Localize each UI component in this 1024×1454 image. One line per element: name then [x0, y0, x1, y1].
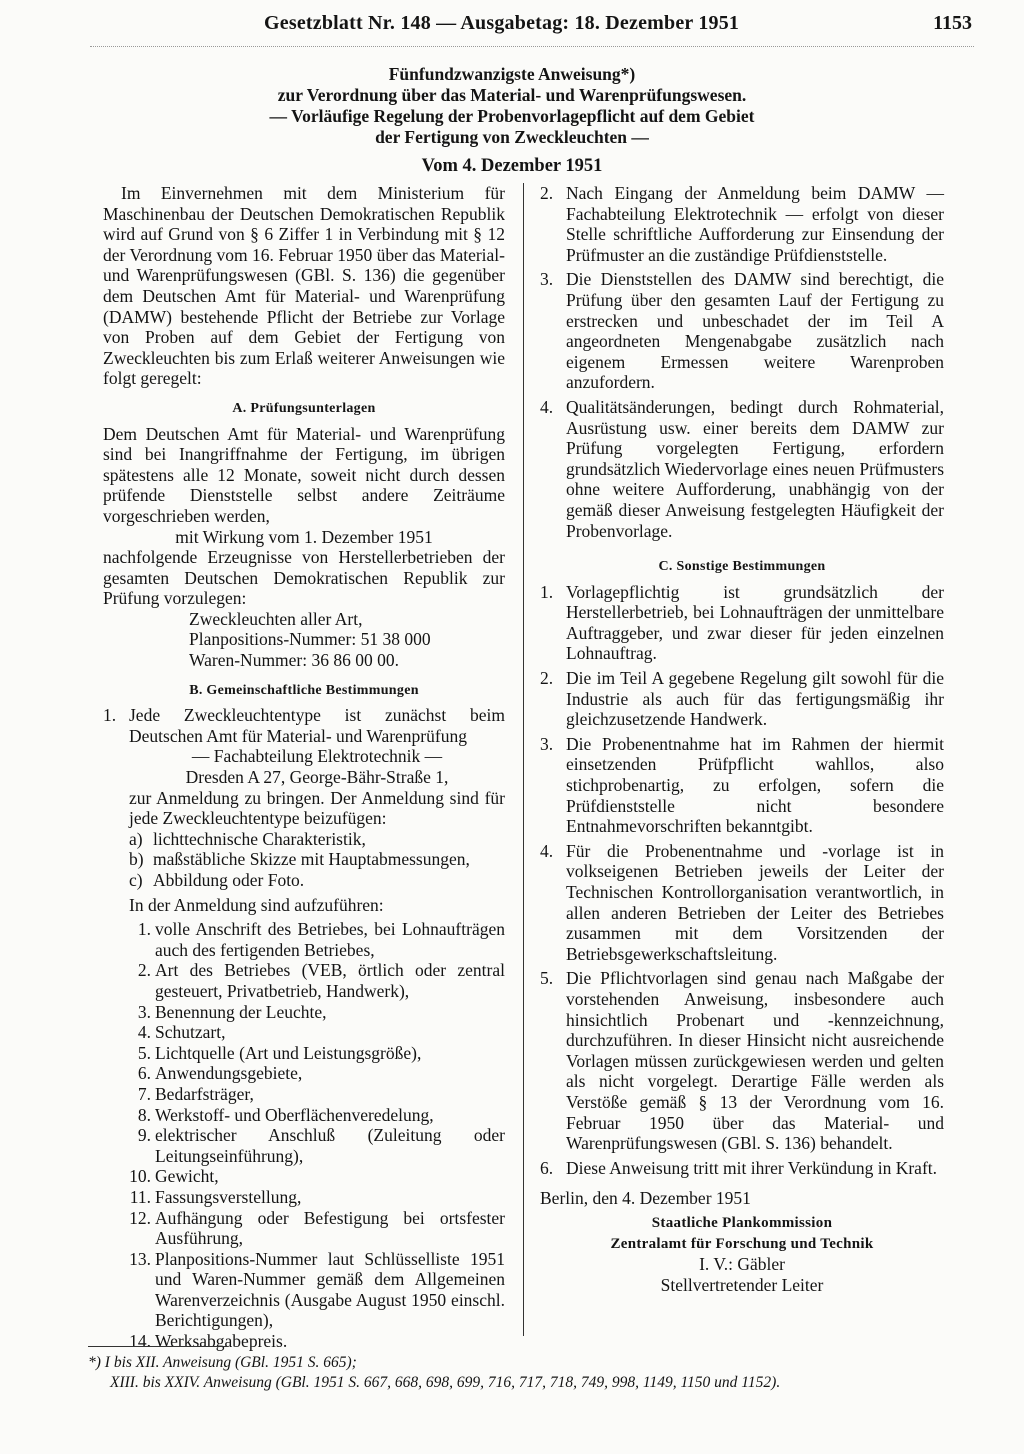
- list-number: 7.: [137, 1083, 151, 1104]
- document-title: [60, 64, 964, 177]
- authority-1: Staatliche Plankommission: [651, 1214, 833, 1231]
- list-number: 13.: [129, 1248, 151, 1269]
- list-item: [125, 1249, 505, 1331]
- attachment-text: Abbildung oder Foto.: [153, 870, 305, 890]
- list-item: [125, 1084, 505, 1105]
- list-item: [125, 919, 505, 960]
- attachment-label: c): [129, 870, 143, 890]
- list-item: [125, 1043, 505, 1064]
- title-date: Vom 4. Dezember 1951: [421, 156, 603, 176]
- list-number: 1.: [137, 919, 151, 940]
- list-text: Bedarfsträger,: [155, 1083, 254, 1104]
- item-number: 6.: [540, 1157, 554, 1178]
- list-text: Art des Betriebes (VEB, örtlich oder zentral gesteuert, Privatbetrieb, Handwerk),: [155, 960, 505, 1001]
- list-item: [125, 960, 505, 1001]
- item-text: Vorlagepflichtig ist grundsätzlich der Herstellerbetrieb, bei Lohnaufträgen der unmittelbare Auftraggeber, und zwar dieser für jeden einzelnen Lohnauftrag.: [566, 581, 944, 664]
- item-number: 3.: [540, 269, 554, 290]
- list-item: [125, 1063, 505, 1084]
- list-text: Aufhängung oder Befestigung bei ortsfester Ausführung,: [155, 1207, 505, 1249]
- footnote-line-2: XIII. bis XXIV. Anweisung (GBl. 1951 S. 667, 668, 698, 699, 716, 717, 718, 749, 998, 1149, 1150 und 1152).: [110, 1374, 781, 1391]
- list-text: elektrischer Anschluß (Zuleitung oder Leitungseinführung),: [155, 1125, 505, 1166]
- section-b-item-1: [103, 705, 505, 915]
- running-header: [0, 10, 1024, 40]
- page-number: 1153: [933, 12, 972, 34]
- left-column: [103, 183, 505, 1352]
- plan-number: Planpositions-Nummer: 51 38 000: [189, 629, 431, 650]
- list-number: 10.: [129, 1166, 151, 1187]
- list-item: [125, 1208, 505, 1249]
- item-text: Die Probenentnahme hat im Rahmen der hiermit einsetzenden Prüfpflicht wahllos, also stichprobenartig, zu erfolgen, sofern die Prüfdienststelle nicht besondere Entnahmevorschriften bekanntgibt.: [566, 733, 944, 837]
- list-number: 9.: [137, 1125, 151, 1146]
- attachment-label: b): [129, 849, 144, 870]
- list-number: 12.: [129, 1207, 151, 1228]
- item-number: 3.: [540, 733, 554, 754]
- footnote-rule: [88, 1346, 228, 1347]
- section-c-item: [540, 968, 944, 1153]
- list-text: volle Anschrift des Betriebes, bei Lohnaufträgen auch des fertigenden Betriebes,: [155, 919, 505, 960]
- product-name: Zweckleuchten aller Art,: [189, 608, 363, 629]
- list-number: 2.: [137, 960, 151, 981]
- list-text: Fassungsverstellung,: [155, 1186, 302, 1207]
- item-number: 4.: [540, 840, 554, 861]
- signature-block: [540, 1213, 944, 1295]
- section-a-para1: Dem Deutschen Amt für Material- und Warenprüfung sind bei Inangriffnahme der Fertigung, im übrigen spätestens alle 12 Monate, soweit nicht durch dessen prüfende Dienststelle selbst andere Zeiträume vorgeschrieben werden,: [103, 423, 505, 526]
- section-c-item: [540, 582, 944, 664]
- item-number: 4.: [540, 396, 554, 417]
- registration-fields-list: [125, 919, 505, 1351]
- item-number: 1.: [103, 705, 117, 726]
- list-item: [125, 1022, 505, 1043]
- authority-2: Zentralamt für Forschung und Technik: [610, 1235, 874, 1252]
- place-date: Berlin, den 4. Dezember 1951: [540, 1188, 751, 1209]
- list-text: Gewicht,: [155, 1166, 219, 1187]
- section-b-heading: B. Gemeinschaftliche Bestimmungen: [189, 682, 419, 698]
- list-text: Schutzart,: [155, 1022, 226, 1043]
- attachment-item: [129, 829, 505, 850]
- section-c-item: [540, 668, 944, 730]
- item-text: Qualitätsänderungen, bedingt durch Rohmaterial, Ausrüstung usw. einer bereits dem DAMW zur Prüfung vorgelegten Fertigung, erfordern grundsätzlich Wiedervorlage eines neuen Prüfmusters ohne weitere Aufforderung, unabhängig von der gemäß dieser Anweisung festgelegten Häufigkeit der Probenvorlage.: [566, 396, 944, 541]
- footnote-line-1: *) I bis XII. Anweisung (GBl. 1951 S. 665);: [88, 1354, 357, 1371]
- section-a-para2: nachfolgende Erzeugnisse von Herstellerbetrieben der gesamten Deutschen Demokratischen Republik zur Prüfung vorzulegen:: [103, 547, 505, 609]
- list-number: 4.: [137, 1022, 151, 1043]
- list-number: 5.: [137, 1042, 151, 1063]
- list-text: Benennung der Leuchte,: [155, 1001, 327, 1022]
- list-text: Werkstoff- und Oberflächenveredelung,: [155, 1104, 434, 1125]
- list-text: Lichtquelle (Art und Leistungsgröße),: [155, 1042, 422, 1063]
- item-text: Für die Probenentnahme und -vorlage ist in volkseigenen Betrieben jeweils der Leiter der Technischen Kontrollorganisation verantwortlich, in allen anderen Betrieben der Leiter des Betriebes zusammen mit dem Vorsitzenden der Betriebsgewerkschaftsleitung.: [566, 840, 944, 964]
- item-text: Diese Anweisung tritt mit ihrer Verkündung in Kraft.: [566, 1157, 938, 1178]
- list-number: 11.: [129, 1186, 151, 1207]
- product-codes: [189, 609, 505, 671]
- list-item: [125, 1105, 505, 1126]
- list-text: Anwendungsgebiete,: [155, 1063, 303, 1084]
- item1-address: Dresden A 27, George-Bähr-Straße 1,: [185, 767, 449, 788]
- section-b-item: [540, 183, 944, 265]
- section-a-heading: A. Prüfungsunterlagen: [232, 400, 376, 416]
- title-line-2: zur Verordnung über das Material- und Warenprüfungswesen.: [277, 85, 747, 105]
- item-number: 5.: [540, 968, 554, 989]
- right-column: [540, 183, 944, 1295]
- column-divider: [523, 183, 524, 1336]
- list-text: Werksabgabepreis.: [155, 1331, 288, 1352]
- item-number: 2.: [540, 183, 554, 203]
- section-c-item: [540, 841, 944, 965]
- list-number: 14.: [129, 1331, 151, 1352]
- list-number: 8.: [137, 1104, 151, 1125]
- item1-text-b: zur Anmeldung zu bringen. Der Anmeldung sind für jede Zweckleuchtentype beizufügen:: [129, 787, 505, 829]
- attachment-item: [129, 870, 505, 891]
- attachment-list: [129, 829, 505, 891]
- signer-name: I. V.: Gäbler: [699, 1254, 785, 1275]
- item1-text-a: Jede Zweckleuchtentype ist zunächst beim Deutschen Amt für Material- und Warenprüfung: [129, 705, 505, 746]
- item-number: 2.: [540, 668, 554, 689]
- attachment-text: maßstäbliche Skizze mit Hauptabmessungen,: [153, 849, 470, 870]
- attachment-label: a): [129, 828, 143, 849]
- list-item: [125, 1166, 505, 1187]
- item-number: 1.: [540, 581, 554, 602]
- section-c-item: [540, 1158, 944, 1179]
- item-text: Die Pflichtvorlagen sind genau nach Maßgabe der vorstehenden Anweisung, insbesondere auch hinsichtlich Probenart und -kennzeichnung, durchzuführen. In dieser Hinsicht nicht ausreichende Vorlagen müssen zurückgewiesen werden und gelten als nicht vorgelegt. Derartige Fälle werden als Verstöße gemäß § 13 der Verordnung vom 16. Februar 1950 über das Material- und Warenprüfungswesen (GBl. S. 136) behandelt.: [566, 968, 944, 1154]
- list-text: Planpositions-Nummer laut Schlüsselliste 1951 und Waren-Nummer gemäß dem Allgemeinen Warenverzeichnis (Ausgabe August 1950 einschl. Berichtigungen),: [155, 1248, 505, 1331]
- item-text: Nach Eingang der Anmeldung beim DAMW — Fachabteilung Elektrotechnik — erfolgt von dieser Stelle schriftliche Aufforderung zur Einsendung der Prüfmuster an die zuständige Prüfdienststelle.: [566, 183, 944, 265]
- section-c-heading: C. Sonstige Bestimmungen: [658, 559, 826, 575]
- section-c-item: [540, 734, 944, 837]
- running-title: Gesetzblatt Nr. 148 — Ausgabetag: 18. Dezember 1951: [264, 12, 740, 34]
- list-intro: In der Anmeldung sind aufzuführen:: [129, 894, 384, 915]
- footnote: [88, 1353, 948, 1393]
- title-line-1: Fünfundzwanzigste Anweisung*): [388, 64, 636, 84]
- title-line-3: — Vorläufige Regelung der Probenvorlagepflicht auf dem Gebiet: [269, 106, 755, 126]
- list-number: 3.: [137, 1001, 151, 1022]
- section-b-item: [540, 269, 944, 393]
- attachment-text: lichttechnische Charakteristik,: [153, 828, 366, 849]
- section-a-effective: mit Wirkung vom 1. Dezember 1951: [175, 526, 433, 547]
- item-text: Die im Teil A gegebene Regelung gilt sowohl für die Industrie als auch für das fertigungsmäßig ihr gleichzusetzende Handwerk.: [566, 668, 944, 730]
- item-text: Die Dienststellen des DAMW sind berechtigt, die Prüfung über den gesamten Lauf der Fertigung zu erstrecken und unbeschadet der im Teil A angeordneten Mengenabgabe zusätzlich nach eigenem Ermessen weitere Warenproben anzufordern.: [566, 269, 944, 393]
- section-b-item: [540, 397, 944, 541]
- title-line-4: der Fertigung von Zweckleuchten —: [375, 127, 649, 147]
- attachment-item: [129, 849, 505, 870]
- list-number: 6.: [137, 1063, 151, 1084]
- goods-number: Waren-Nummer: 36 86 00 00.: [189, 650, 399, 671]
- list-item: [125, 1002, 505, 1023]
- list-item: [125, 1331, 505, 1352]
- item1-department: — Fachabteilung Elektrotechnik —: [191, 746, 443, 767]
- intro-paragraph: Im Einvernehmen mit dem Ministerium für Maschinenbau der Deutschen Demokratischen Republik wird auf Grund von § 6 Ziffer 1 in Verbindung mit § 12 der Verordnung vom 16. Februar 1950 über das Material- und Warenprüfungswesen (GBl. S. 136) die gegenüber dem Deutschen Amt für Material- und Warenprüfung (DAMW) bestehende Pflicht der Betriebe zur Vorlage von Proben auf dem Gebiet der Fertigung von Zweckleuchten bis zum Erlaß weiterer Anweisungen wie folgt geregelt:: [103, 183, 505, 389]
- list-item: [125, 1187, 505, 1208]
- signer-role: Stellvertretender Leiter: [660, 1274, 824, 1295]
- list-item: [125, 1125, 505, 1166]
- header-rule: [90, 46, 974, 47]
